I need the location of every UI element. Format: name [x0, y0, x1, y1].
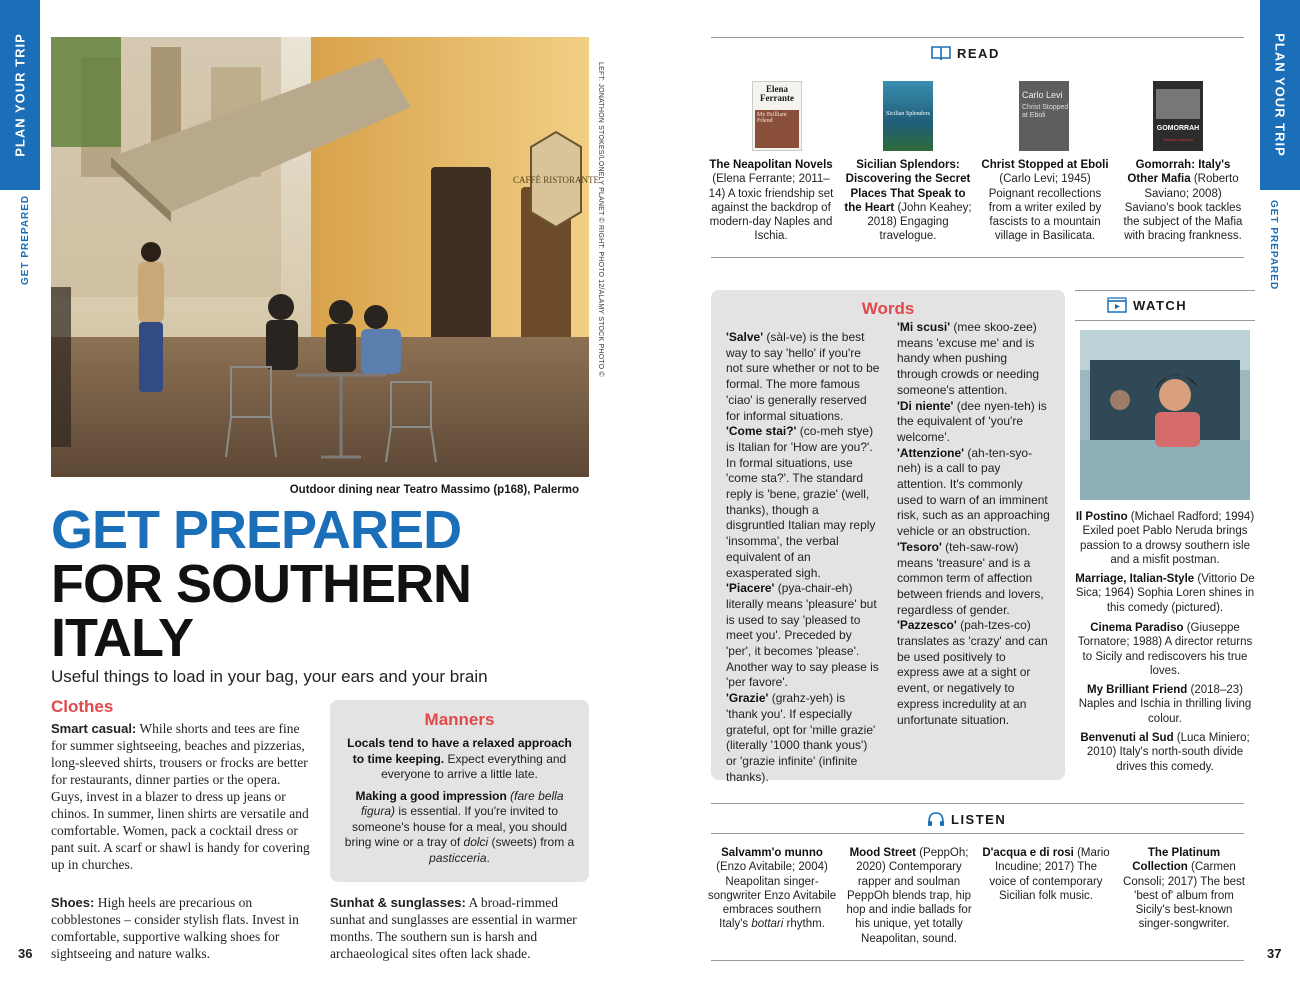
book-cover-gomorrah: GOMORRAH Roberto Saviano — [1153, 81, 1203, 151]
page-number-right: 37 — [1267, 946, 1282, 961]
headphones-icon — [927, 811, 945, 827]
watch-benvenuti-al-sud: Benvenuti al Sud (Luca Miniero; 2010) Italy's north-south divide drives this comedy. — [1080, 732, 1250, 773]
clothes-shoes: Shoes: High heels are precarious on cobblestones – consider stylish flats. Invest in comfortable, supportive walking shoes for sightseeing and nature walks. — [51, 895, 299, 961]
plan-your-trip-tab-left: PLAN YOUR TRIP — [0, 0, 40, 190]
cafe-sign: CAFFÈ RISTORANTE — [512, 175, 600, 185]
section-label-left: GET PREPARED — [20, 194, 31, 285]
plan-your-trip-tab-right: PLAN YOUR TRIP — [1260, 0, 1300, 190]
watch-il-postino: Il Postino (Michael Radford; 1994) Exiled poet Pablo Neruda brings passion to a drowsy southern isle and a misfit postman. — [1075, 511, 1255, 566]
book-gomorrah: Gomorrah: Italy's Other Mafia (Roberto Saviano; 2008) Saviano's book tackles the subject of the Mafia with bracing frankness. — [1123, 159, 1243, 243]
watch-rule-top — [1075, 290, 1255, 291]
book-icon — [931, 45, 951, 61]
watch-marriage-italian-style: Marriage, Italian-Style (Vittorio De Sica; 1964) Sophia Loren shines in this comedy (pictured). — [1075, 573, 1255, 614]
listen-platinum-collection: The Platinum Collection (Carmen Consoli; 2017) The best 'best of' album from Sicily's best-known singer-songwriter. — [1123, 847, 1245, 931]
book-sicilian: Sicilian Splendors: Discovering the Secret Places That Speak to the Heart (John Keahey; 2018) Engaging travelogue. — [844, 159, 972, 243]
words-column-1: 'Salve' (sàl-ve) is the best way to say 'hello' if you're not sure whether or not to be formal. The more famous 'ciao' is generally reserved for informal situations. 'Come stai?' (co-meh stye) is Italian for 'How are you?'. In formal situations, use 'come sta?'. The standard reply is 'bene, grazie' (well, thanks), though a disgruntled Italian may reply 'insomma', the verbal equivalent of an exasperated sigh. 'Piacere' (pya-chair-eh) literally means 'pleasure' but is used to say 'pleased to meet you'. Preceded by 'per', it becomes 'please'. Another way to say please is 'per favore'. 'Grazie' (grahz-yeh) is 'thank you'. If especially grateful, opt for 'mille grazie' (literally '1000 thank yous') or 'grazie infinite' (infinite thanks). — [726, 330, 880, 784]
listen-salvammo-munno: Salvamm'o munno (Enzo Avitabile; 2004) Neapolitan singer-songwriter Enzo Avitabile embraces southern Italy's bottari rhythm. — [707, 847, 837, 931]
book-cover-neapolitan: Elena Ferrante My Brilliant Friend — [752, 81, 802, 151]
listen-dacqua-e-di-rosi: D'acqua e di rosi (Mario Incudine; 2017) The voice of contemporary Sicilian folk music. — [982, 847, 1110, 902]
manners-timekeeping: Locals tend to have a relaxed approach to time keeping. Expect everything and everyone to arrive a little late. — [347, 736, 572, 781]
headline-line-3: ITALY — [51, 608, 194, 668]
clothes-title: Clothes — [51, 697, 114, 716]
listen-mood-street: Mood Street (PeppOh; 2020) Contemporary rapper and soulman PeppOh blends trap, hip hop and indie ballads for his unique, yet totally Neapolitan, sound. — [846, 847, 972, 945]
read-rule-bottom — [711, 257, 1244, 258]
manners-box — [330, 700, 589, 882]
page-number-left: 36 — [18, 946, 33, 961]
manners-impression: Making a good impression (fare bella figura) is essential. If you're invited to someone's house for a meal, you should bring wine or a tray of dolci (sweets) from a pasticceria. — [344, 788, 575, 865]
clothes-sunhat: Sunhat & sunglasses: A broad-rimmed sunhat and sunglasses are essential in warmer months. The southern sun is harsh and archaeological sites often lack shade. — [330, 895, 577, 961]
listen-rule-bottom — [711, 960, 1244, 961]
listen-header: LISTEN — [927, 811, 1006, 827]
read-rule-top — [711, 37, 1244, 38]
palermo-cafe-photo — [51, 37, 600, 477]
words-column-2: 'Mi scusi' (mee skoo-zee) means 'excuse me' and is handy when pushing through crowds or needing someone's attention. 'Di niente' (dee nyen-teh) is the equivalent of 'you're welcome'. 'Attenzione' (ah-ten-syo-neh) is a call to pay attention. It's commonly used to warn of an imminent risk, such as an approaching vehicle or an obstruction. 'Tesoro' (teh-saw-row) means 'treasure' and is a common term of affection between friends and lovers, regardless of gender. 'Pazzesco' (pah-tzes-co) translates as 'crazy' and can be used positively to express awe at a sight or event, or negatively to express incredulity at an unfortunate situation. — [897, 320, 1050, 727]
words-title: Words — [861, 299, 915, 318]
film-icon — [1107, 297, 1127, 313]
subtitle: Useful things to load in your bag, your ears and your brain — [51, 667, 488, 686]
section-label-right: GET PREPARED — [1268, 200, 1279, 291]
book-cover-eboli: Carlo Levi Christ Stopped at Eboli — [1019, 81, 1069, 151]
book-cover-sicilian: Sicilian Splendors — [883, 81, 933, 151]
listen-rule-top — [711, 803, 1244, 804]
watch-rule-sub — [1075, 320, 1255, 321]
clothes-smart-casual: Smart casual: While shorts and tees are fine for summer sightseeing, beaches and pizzerias, long-sleeved shirts, trousers or frocks are better for restaurants, dinner parties or the opera. Guys, invest in a blazer to dress up jeans or chinos. In summer, linen shirts are versatile and comfortable. Women, pack a cocktail dress or pant suit. A scarf or shawl is handy for covering up in churches. — [51, 721, 310, 872]
manners-title: Manners — [424, 710, 495, 729]
photo-caption: Outdoor dining near Teatro Massimo (p168), Palermo — [289, 484, 579, 496]
watch-cinema-paradiso: Cinema Paradiso (Giuseppe Tornatore; 1988) A director returns to Sicily and rediscovers his true loves. — [1077, 622, 1253, 677]
headline-line-2: FOR SOUTHERN — [51, 554, 471, 614]
sophia-loren-still — [1080, 330, 1250, 500]
listen-rule-sub — [711, 833, 1244, 834]
words-box — [711, 290, 1065, 784]
book-neapolitan: The Neapolitan Novels (Elena Ferrante; 2011–14) A toxic friendship set against the backdrop of modern-day Naples and Ischia. — [708, 159, 834, 243]
headline-line-1: GET PREPARED — [51, 500, 462, 560]
read-header: READ — [931, 45, 1000, 61]
watch-header: WATCH — [1107, 297, 1187, 313]
watch-my-brilliant-friend: My Brilliant Friend (2018–23) Naples and Ischia in thrilling living colour. — [1078, 684, 1252, 725]
book-eboli: Christ Stopped at Eboli (Carlo Levi; 1945) Poignant recollections from a writer exiled by fascists to a mountain village in Basilicata. — [981, 159, 1109, 243]
